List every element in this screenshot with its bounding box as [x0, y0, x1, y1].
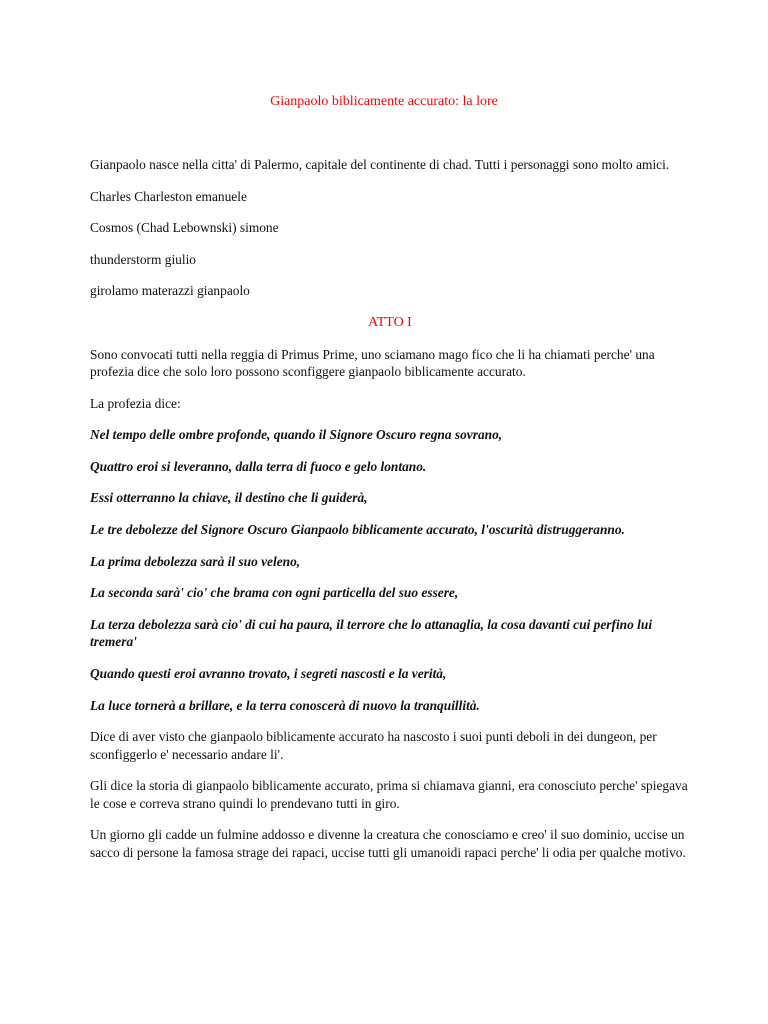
- document-title: Gianpaolo biblicamente accurato: la lore: [270, 94, 498, 109]
- character-line: thunderstorm giulio: [90, 251, 197, 267]
- prophecy-intro: La profezia dice:: [90, 395, 181, 411]
- convocation-paragraph: Sono convocati tutti nella reggia di Primus Prime, uno sciamano mago fico che li ha chiamati perche' una profezia dice che solo loro possono sconfiggere gianpaolo biblicamente accurato.: [90, 346, 655, 380]
- prophecy-line: La seconda sarà' cio' che brama con ogni particella del suo essere,: [90, 585, 459, 601]
- character-line: girolamo materazzi gianpaolo: [90, 283, 250, 299]
- prophecy-line: Le tre debolezze del Signore Oscuro Gianpaolo biblicamente accurato, l'oscurità distruggeranno.: [90, 522, 625, 538]
- intro-paragraph: Gianpaolo nasce nella citta' di Palermo, capitale del continente di chad. Tutti i personaggi sono molto amici.: [90, 157, 670, 172]
- prophecy-line: Quattro eroi si leveranno, dalla terra di fuoco e gelo lontano.: [90, 458, 427, 474]
- act-heading: ATTO I: [368, 314, 412, 330]
- prophecy-line: La luce tornerà a brillare, e la terra conoscerà di nuovo la tranquillità.: [90, 697, 480, 713]
- character-line: Charles Charleston emanuele: [90, 188, 247, 204]
- history-paragraph: Gli dice la storia di gianpaolo biblicamente accurato, prima si chiamava gianni, era conosciuto perche' spiegava le cose e correva strano quindi lo prendevano tutti in giro.: [90, 778, 688, 811]
- character-line: Cosmos (Chad Lebownski) simone: [90, 220, 279, 236]
- document-body: [90, 156, 690, 875]
- prophecy-line: La terza debolezza sarà cio' di cui ha paura, il terrore che lo attanaglia, la cosa davanti cui perfino lui tremera': [90, 616, 653, 650]
- lightning-paragraph: Un giorno gli cadde un fulmine addosso e divenne la creatura che conosciamo e creo' il suo dominio, uccise un sacco di persone la famosa strage dei rapaci, uccise tutti gli umanoidi rapaci perche' li odia per qualche motivo.: [90, 827, 686, 860]
- prophecy-line: La prima debolezza sarà il suo veleno,: [90, 553, 301, 569]
- prophecy-line: Quando questi eroi avranno trovato, i segreti nascosti e la verità,: [90, 665, 447, 681]
- prophecy-line: Essi otterranno la chiave, il destino che li guiderà,: [90, 490, 368, 506]
- dungeon-paragraph: Dice di aver visto che gianpaolo biblicamente accurato ha nascosto i suoi punti deboli in dei dungeon, per sconfiggerlo e' necessario andare li'.: [90, 729, 657, 762]
- prophecy-line: Nel tempo delle ombre profonde, quando il Signore Oscuro regna sovrano,: [90, 427, 503, 443]
